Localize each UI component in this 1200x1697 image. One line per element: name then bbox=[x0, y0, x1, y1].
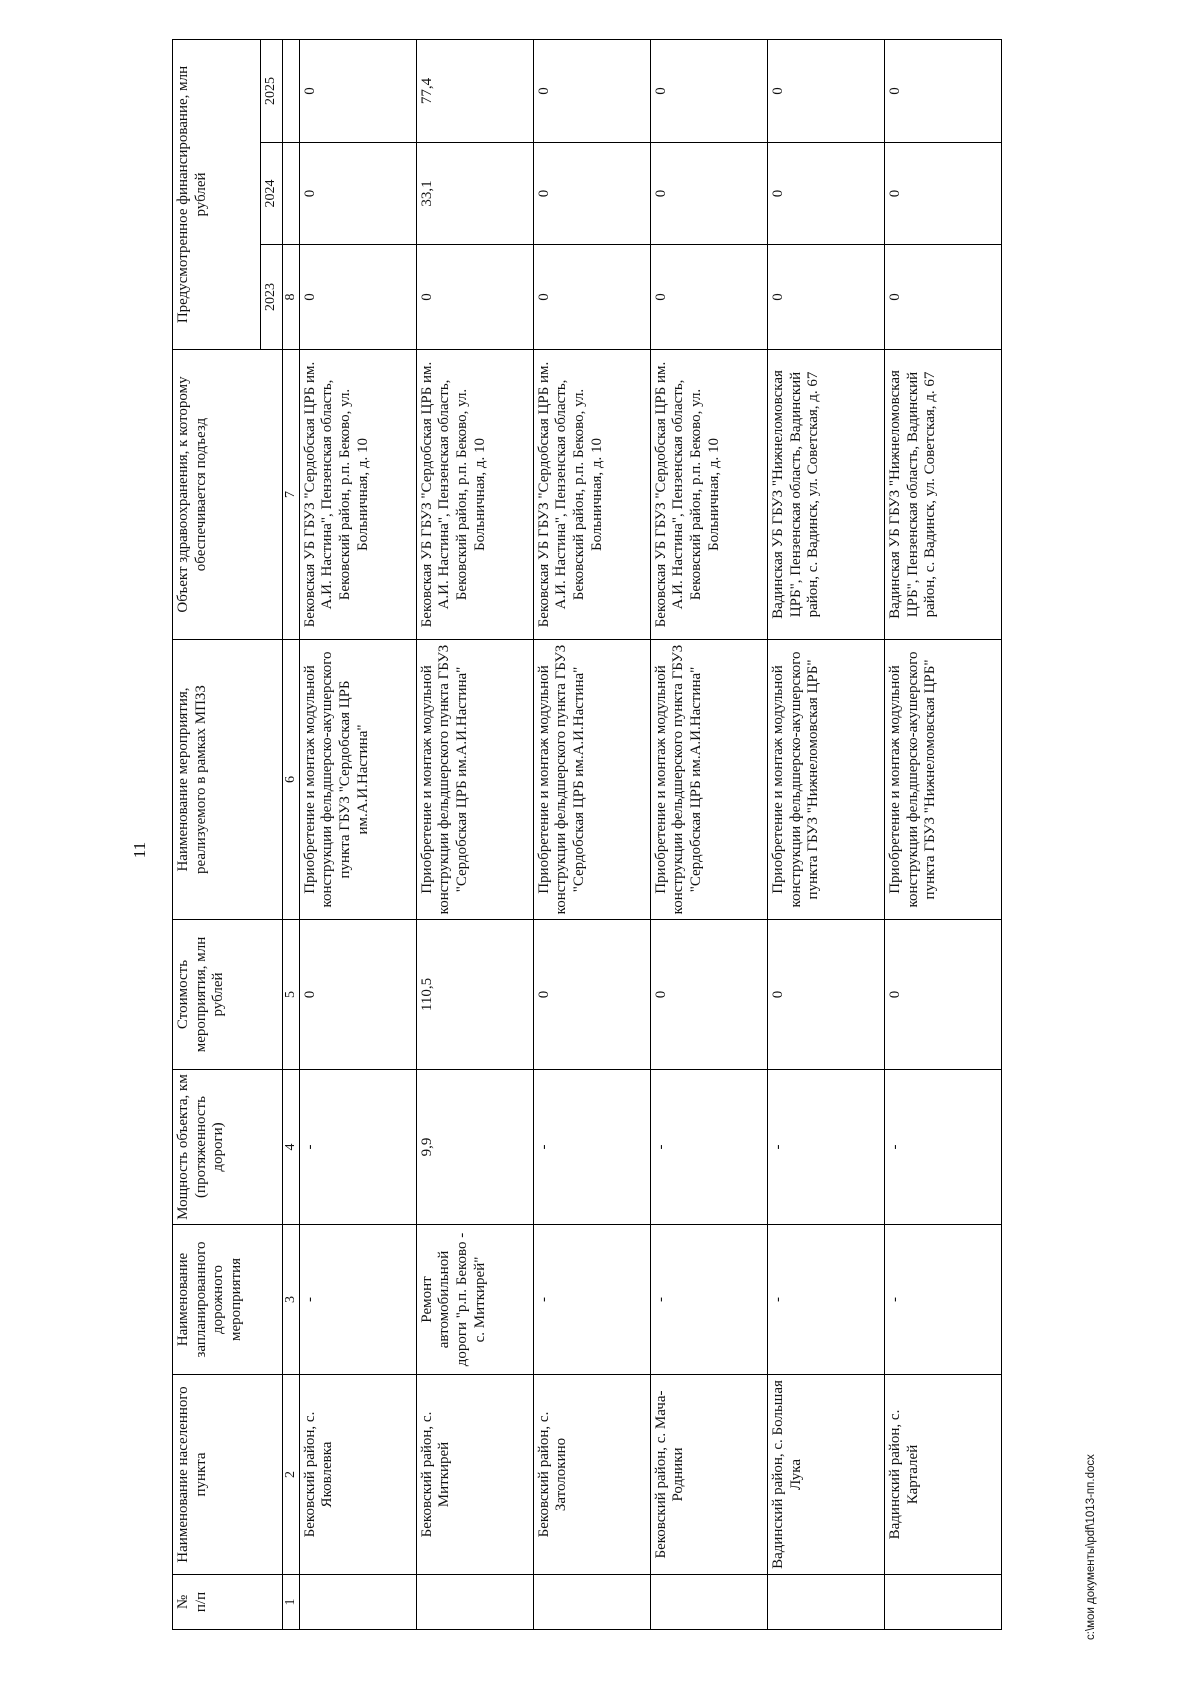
cell-f2025: 0 bbox=[533, 40, 650, 143]
cell-capacity: - bbox=[650, 1070, 767, 1225]
footer-file-path: c:\мои документы\pdf\1013-пп.docx bbox=[1085, 1454, 1097, 1640]
cell-f2024: 0 bbox=[767, 143, 884, 245]
table-row bbox=[650, 40, 767, 1630]
roads-health-table bbox=[172, 39, 1002, 1630]
cell-f2025: 0 bbox=[767, 40, 884, 143]
cell-event: Приобретение и монтаж модульной конструкции фельдшерского пункта ГБУЗ "Сердобская ЦРБ им.А.И.Настина" bbox=[650, 640, 767, 920]
header-year-2025: 2025 bbox=[261, 40, 283, 143]
cell-cost: 0 bbox=[650, 920, 767, 1070]
cell-road-event: - bbox=[767, 1225, 884, 1375]
cell-cost: 0 bbox=[767, 920, 884, 1070]
header-capacity: Мощность объекта, км (протяженность дороги) bbox=[173, 1070, 283, 1225]
cell-capacity: - bbox=[299, 1070, 416, 1225]
cell-facility: Бековская УБ ГБУЗ "Сердобская ЦРБ им. А.И. Настина", Пензенская область, Бековский район, р.п. Беково, ул. Больничная, д. 10 bbox=[299, 350, 416, 640]
rotated-table-container bbox=[172, 40, 1002, 1630]
cell-settlement: Вадинский район, с. Большая Лука bbox=[767, 1375, 884, 1575]
cell-road-event: - bbox=[299, 1225, 416, 1375]
col-number: 7 bbox=[282, 350, 299, 640]
cell-f2024: 0 bbox=[533, 143, 650, 245]
cell-settlement: Вадинский район, с. Карталей bbox=[884, 1375, 1001, 1575]
cell-f2025: 77,4 bbox=[416, 40, 533, 143]
cell-capacity: - bbox=[884, 1070, 1001, 1225]
cell-f2025: 0 bbox=[299, 40, 416, 143]
cell-f2023: 0 bbox=[650, 245, 767, 350]
cell-f2023: 0 bbox=[416, 245, 533, 350]
cell-facility: Вадинская УБ ГБУЗ "Нижнеломовская ЦРБ", Пензенская область, Вадинский район, с. Вадинск, ул. Советская, д. 67 bbox=[767, 350, 884, 640]
col-number: 2 bbox=[282, 1375, 299, 1575]
cell-num bbox=[884, 1575, 1001, 1630]
header-num: № п/п bbox=[173, 1575, 283, 1630]
cell-facility: Бековская УБ ГБУЗ "Сердобская ЦРБ им. А.И. Настина", Пензенская область, Бековский район, р.п. Беково, ул. Больничная, д. 10 bbox=[533, 350, 650, 640]
cell-settlement: Бековский район, с. Затолокино bbox=[533, 1375, 650, 1575]
col-number-empty bbox=[282, 143, 299, 245]
cell-f2024: 0 bbox=[299, 143, 416, 245]
col-number: 5 bbox=[282, 920, 299, 1070]
cell-num bbox=[767, 1575, 884, 1630]
col-number: 4 bbox=[282, 1070, 299, 1225]
cell-road-event: Ремонт автомобильной дороги "р.п. Беково - с. Миткирей" bbox=[416, 1225, 533, 1375]
header-financing: Предусмотренное финансирование, млн рублей bbox=[173, 40, 261, 350]
cell-cost: 0 bbox=[299, 920, 416, 1070]
cell-cost: 110,5 bbox=[416, 920, 533, 1070]
col-number-empty bbox=[282, 40, 299, 143]
cell-event: Приобретение и монтаж модульной конструкции фельдшерско-акушерского пункта ГБУЗ "Сердобская ЦРБ им.А.И.Настина" bbox=[299, 640, 416, 920]
header-year-2024: 2024 bbox=[261, 143, 283, 245]
cell-f2023: 0 bbox=[767, 245, 884, 350]
table-row bbox=[884, 40, 1001, 1630]
table-row bbox=[299, 40, 416, 1630]
header-road-event: Наименование запланированного дорожного мероприятия bbox=[173, 1225, 283, 1375]
cell-capacity: 9,9 bbox=[416, 1070, 533, 1225]
cell-facility: Вадинская УБ ГБУЗ "Нижнеломовская ЦРБ", Пензенская область, Вадинский район, с. Вадинск, ул. Советская, д. 67 bbox=[884, 350, 1001, 640]
table-row bbox=[416, 40, 533, 1630]
cell-capacity: - bbox=[533, 1070, 650, 1225]
col-number: 1 bbox=[282, 1575, 299, 1630]
col-number: 6 bbox=[282, 640, 299, 920]
cell-num bbox=[533, 1575, 650, 1630]
cell-f2023: 0 bbox=[884, 245, 1001, 350]
cell-facility: Бековская УБ ГБУЗ "Сердобская ЦРБ им. А.И. Настина", Пензенская область, Бековский район, р.п. Беково, ул. Больничная, д. 10 bbox=[650, 350, 767, 640]
col-number: 8 bbox=[282, 245, 299, 350]
cell-event: Приобретение и монтаж модульной конструкции фельдшерско-акушерского пункта ГБУЗ "Нижнеломовская ЦРБ" bbox=[884, 640, 1001, 920]
cell-settlement: Бековский район, с. Мача-Родники bbox=[650, 1375, 767, 1575]
table-row bbox=[767, 40, 884, 1630]
cell-f2025: 0 bbox=[650, 40, 767, 143]
cell-num bbox=[299, 1575, 416, 1630]
cell-f2023: 0 bbox=[533, 245, 650, 350]
header-event: Наименование мероприятия, реализуемого в рамках МПЗЗ bbox=[173, 640, 283, 920]
header-year-2023: 2023 bbox=[261, 245, 283, 350]
cell-f2024: 33,1 bbox=[416, 143, 533, 245]
cell-cost: 0 bbox=[884, 920, 1001, 1070]
cell-event: Приобретение и монтаж модульной конструкции фельдшерско-акушерского пункта ГБУЗ "Нижнеломовская ЦРБ" bbox=[767, 640, 884, 920]
cell-num bbox=[650, 1575, 767, 1630]
table-row bbox=[533, 40, 650, 1630]
cell-road-event: - bbox=[884, 1225, 1001, 1375]
cell-cost: 0 bbox=[533, 920, 650, 1070]
cell-num bbox=[416, 1575, 533, 1630]
cell-event: Приобретение и монтаж модульной конструкции фельдшерского пункта ГБУЗ "Сердобская ЦРБ им.А.И.Настина" bbox=[533, 640, 650, 920]
page-number: 11 bbox=[130, 841, 150, 859]
cell-f2024: 0 bbox=[884, 143, 1001, 245]
header-facility: Объект здравоохранения, к которому обеспечивается подъезд bbox=[173, 350, 283, 640]
header-settlement: Наименование населенного пункта bbox=[173, 1375, 283, 1575]
cell-road-event: - bbox=[650, 1225, 767, 1375]
cell-settlement: Бековский район, с. Яковлевка bbox=[299, 1375, 416, 1575]
header-cost: Стоимость мероприятия, млн рублей bbox=[173, 920, 283, 1070]
cell-facility: Бековская УБ ГБУЗ "Сердобская ЦРБ им. А.И. Настина", Пензенская область, Бековский район, р.п. Беково, ул. Больничная, д. 10 bbox=[416, 350, 533, 640]
cell-f2025: 0 bbox=[884, 40, 1001, 143]
cell-event: Приобретение и монтаж модульной конструкции фельдшерского пункта ГБУЗ "Сердобская ЦРБ им.А.И.Настина" bbox=[416, 640, 533, 920]
cell-f2024: 0 bbox=[650, 143, 767, 245]
cell-capacity: - bbox=[767, 1070, 884, 1225]
col-number: 3 bbox=[282, 1225, 299, 1375]
cell-f2023: 0 bbox=[299, 245, 416, 350]
cell-settlement: Бековский район, с. Миткирей bbox=[416, 1375, 533, 1575]
cell-road-event: - bbox=[533, 1225, 650, 1375]
